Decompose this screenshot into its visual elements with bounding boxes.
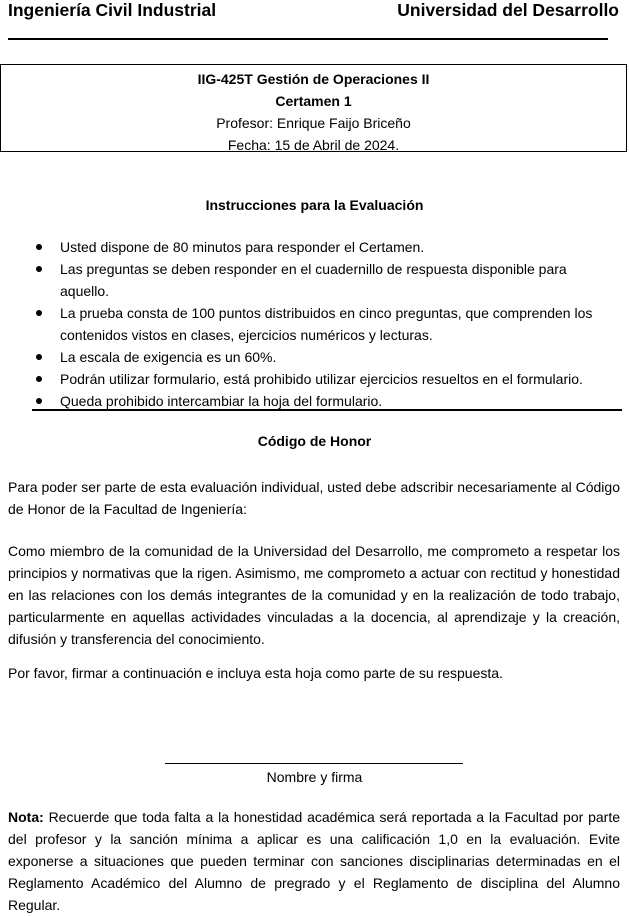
instruction-text: Usted dispone de 80 minutos para responder el Certamen. [60, 239, 425, 255]
instructions-title: Instrucciones para la Evaluación [205, 197, 424, 213]
exam-name: Certamen 1 [275, 93, 352, 109]
instructions-list [36, 236, 618, 412]
signature-request: Por favor, firmar a continuación e incluya esta hoja como parte de su respuesta. [8, 665, 503, 681]
note-label: Nota: [8, 809, 44, 825]
course-info-box [0, 64, 627, 152]
instruction-item [36, 346, 618, 368]
signature-line [165, 763, 463, 764]
professor-name: Profesor: Enrique Faijo Briceño [216, 115, 411, 131]
instruction-item [36, 258, 618, 302]
header-faculty: Ingeniería Civil Industrial [8, 0, 217, 20]
bullet-icon [36, 398, 42, 404]
instruction-item [36, 302, 618, 346]
honor-intro: Para poder ser parte de esta evaluación individual, usted debe adscribir necesariamente al Código de Honor de la Facultad de Ingeniería: [8, 479, 620, 517]
signature-label: Nombre y firma [266, 769, 363, 785]
instruction-text: La prueba consta de 100 puntos distribuidos en cinco preguntas, que comprenden los contenidos vistos en clases, ejercicios numéricos y lecturas. [60, 305, 593, 343]
instruction-item [36, 236, 618, 258]
instruction-text: Podrán utilizar formulario, está prohibido utilizar ejercicios resueltos en el formulario. [60, 371, 583, 387]
bullet-icon [36, 244, 42, 250]
instruction-text: Las preguntas se deben responder en el cuadernillo de respuesta disponible para aquello. [60, 261, 567, 299]
section-divider [32, 409, 622, 411]
instruction-item [36, 368, 618, 390]
exam-date: Fecha: 15 de Abril de 2024. [227, 137, 400, 153]
note-text: Recuerde que toda falta a la honestidad académica será reportada a la Facultad por parte del profesor y la sanción mínima a aplicar es una calificación 1,0 en la evaluación. Evite exponerse a situaciones que pueden terminar con sanciones disciplinarias determinadas en el Reglamento Académico del Alumno de pregrado y el Reglamento de disciplina del Alumno Regular. [8, 809, 620, 913]
note-paragraph [8, 806, 620, 916]
header-rule [8, 38, 608, 40]
instruction-text: Queda prohibido intercambiar la hoja del formulario. [60, 393, 383, 409]
instruction-text: La escala de exigencia es un 60%. [60, 349, 277, 365]
bullet-icon [36, 354, 42, 360]
honor-pledge: Como miembro de la comunidad de la Universidad del Desarrollo, me comprometo a respetar los principios y normativas que la rigen. Asimismo, me comprometo a actuar con rectitud y honestidad en las relaciones con los demás integrantes de la comunidad y en la realización de todo trabajo, particularmente en aquellas actividades vinculadas a la docencia, al aprendizaje y la creación, difusión y transferencia del conocimiento. [8, 543, 620, 647]
course-title: IIG-425T Gestión de Operaciones II [197, 71, 430, 87]
bullet-icon [36, 376, 42, 382]
header-university: Universidad del Desarrollo [397, 0, 619, 20]
bullet-icon [36, 266, 42, 272]
honor-code-title: Código de Honor [257, 433, 372, 449]
bullet-icon [36, 310, 42, 316]
